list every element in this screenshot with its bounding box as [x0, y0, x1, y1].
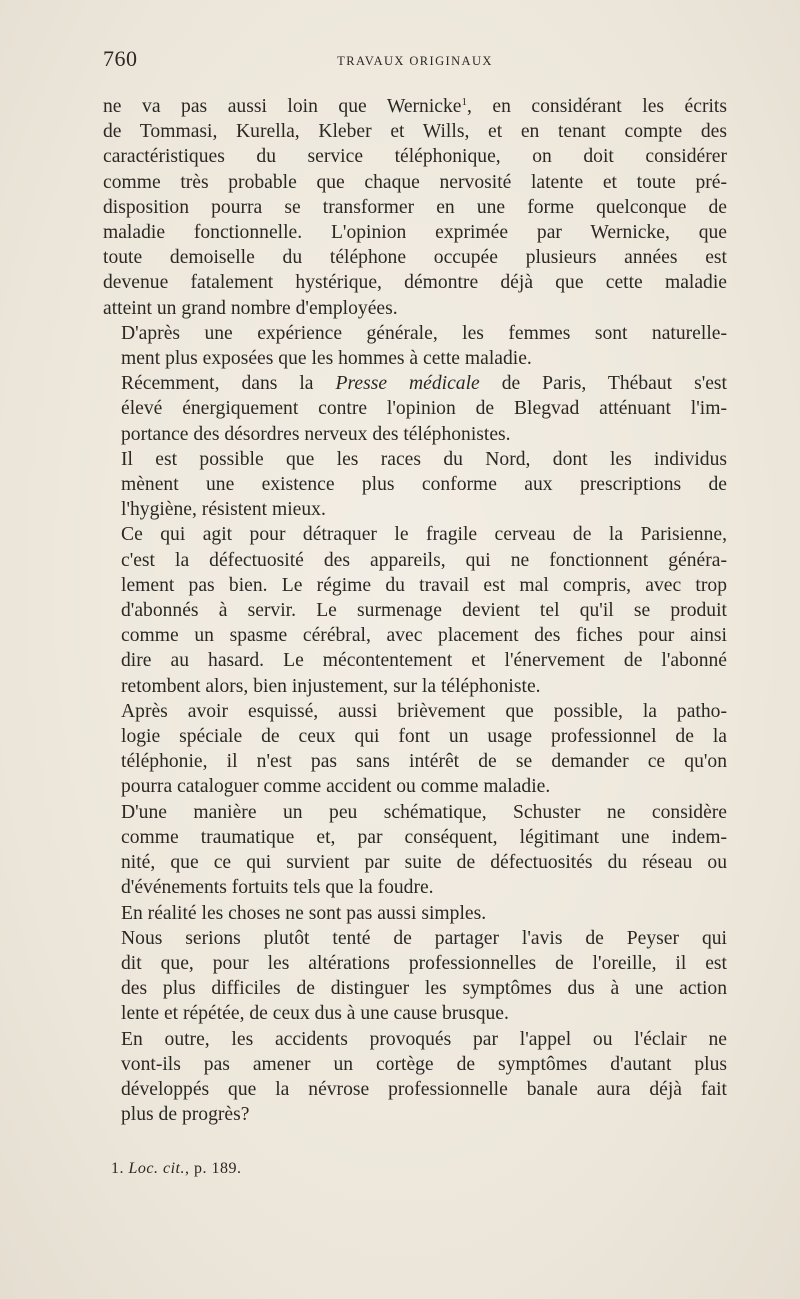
text-line: des plus difficiles de distinguer les symptômes dus à une action	[121, 978, 727, 1000]
text-line: vont-ils pas amener un cortège de symptômes d'autant plus	[121, 1053, 727, 1075]
text-line: disposition pourra se transformer en une forme quelconque de	[103, 196, 727, 218]
running-title: TRAVAUX ORIGINAUX	[337, 54, 493, 68]
paragraph-6	[103, 699, 727, 800]
text-line: logie spéciale de ceux qui font un usage professionnel de la	[121, 726, 727, 748]
text-line: c'est la défectuosité des appareils, qui ne fonctionnent généra-	[121, 549, 727, 571]
text-line: dit que, pour les altérations professionnelles de l'oreille, il est	[121, 952, 727, 974]
text-line: portance des désordres nerveux des téléphonistes.	[121, 423, 511, 445]
paragraph-7	[103, 800, 727, 901]
text-line: lement pas bien. Le régime du travail est mal compris, avec trop	[121, 574, 727, 596]
footnote-source: Loc. cit.	[128, 1160, 185, 1177]
text-line: D'une manière un peu schématique, Schuster ne considère	[121, 801, 727, 823]
text-line: téléphonie, il n'est pas sans intérêt de se demander ce qu'on	[121, 751, 727, 773]
text-line: élevé énergiquement contre l'opinion de Blegvad atténuant l'im-	[121, 398, 727, 420]
footnote-marker: 1	[461, 96, 467, 108]
paragraph-5	[103, 522, 727, 698]
text-line: développés que la névrose professionnelle banale aura déjà fait	[121, 1078, 727, 1100]
paragraph-10	[103, 1027, 727, 1128]
text-line: nité, que ce qui survient par suite de défectuosités du réseau ou	[121, 852, 727, 874]
text-line: d'abonnés à servir. Le surmenage devient tel qu'il se produit	[121, 600, 727, 622]
text-line: caractéristiques du service téléphonique, on doit considérer	[103, 146, 727, 168]
journal-title: Presse médicale	[335, 373, 480, 395]
footnote-page-ref: , p. 189.	[185, 1160, 242, 1177]
text-line: En réalité les choses ne sont pas aussi simples.	[121, 902, 487, 924]
paragraph-8	[103, 901, 727, 926]
paragraph-2	[103, 321, 727, 371]
page-number: 760	[103, 46, 138, 71]
paragraph-4	[103, 447, 727, 523]
text-line: dire au hasard. Le mécontentement et l'énervement de l'abonné	[121, 650, 727, 672]
text-line: En outre, les accidents provoqués par l'appel ou l'éclair ne	[121, 1028, 727, 1050]
text-line: comme très probable que chaque nervosité latente et toute pré-	[103, 171, 727, 193]
text-line: Après avoir esquissé, aussi brièvement que possible, la patho-	[121, 700, 727, 722]
text-line: devenue fatalement hystérique, démontre déjà que cette maladie	[103, 272, 727, 294]
text-line: D'après une expérience générale, les femmes sont naturelle-	[121, 322, 727, 344]
text-line: Récemment, dans la Presse médicale de Paris, Thébaut s'est	[121, 373, 727, 395]
text-line: ne va pas aussi loin que Wernicke$^1$, en considérant les écrits	[103, 96, 727, 117]
text-line: Il est possible que les races du Nord, dont les individus	[121, 448, 727, 470]
text-line: atteint un grand nombre d'employées.	[103, 297, 398, 319]
text-line: lente et répétée, de ceux dus à une cause brusque.	[121, 1003, 509, 1025]
text-line: toute demoiselle du téléphone occupée plusieurs années est	[103, 247, 727, 269]
text-line: retombent alors, bien injustement, sur la téléphoniste.	[121, 675, 541, 697]
paragraph-9	[103, 926, 727, 1027]
page-header	[103, 46, 727, 74]
paragraph-3	[103, 371, 727, 447]
footnote	[103, 1160, 735, 1178]
text-line: plus de progrès?	[121, 1104, 250, 1126]
paragraph-1	[103, 94, 727, 321]
text-line: maladie fonctionnelle. L'opinion exprimée par Wernicke, que	[103, 222, 727, 244]
text-line: comme traumatique et, par conséquent, légitimant une indem-	[121, 826, 727, 848]
text-line: l'hygiène, résistent mieux.	[121, 499, 326, 521]
text-line: pourra cataloguer comme accident ou comme maladie.	[121, 776, 551, 798]
text-line: de Tommasi, Kurella, Kleber et Wills, et en tenant compte des	[103, 121, 727, 143]
text-line: mènent une existence plus conforme aux prescriptions de	[121, 474, 727, 496]
footnote-number: 1.	[111, 1160, 124, 1177]
body-text	[103, 94, 727, 1127]
text-line: ment plus exposées que les hommes à cette maladie.	[121, 348, 532, 370]
text-line: Nous serions plutôt tenté de partager l'avis de Peyser qui	[121, 927, 727, 949]
text-line: comme un spasme cérébral, avec placement des fiches pour ainsi	[121, 625, 727, 647]
text-line: Ce qui agit pour détraquer le fragile cerveau de la Parisienne,	[121, 524, 727, 546]
text-line: d'événements fortuits tels que la foudre.	[121, 877, 434, 899]
